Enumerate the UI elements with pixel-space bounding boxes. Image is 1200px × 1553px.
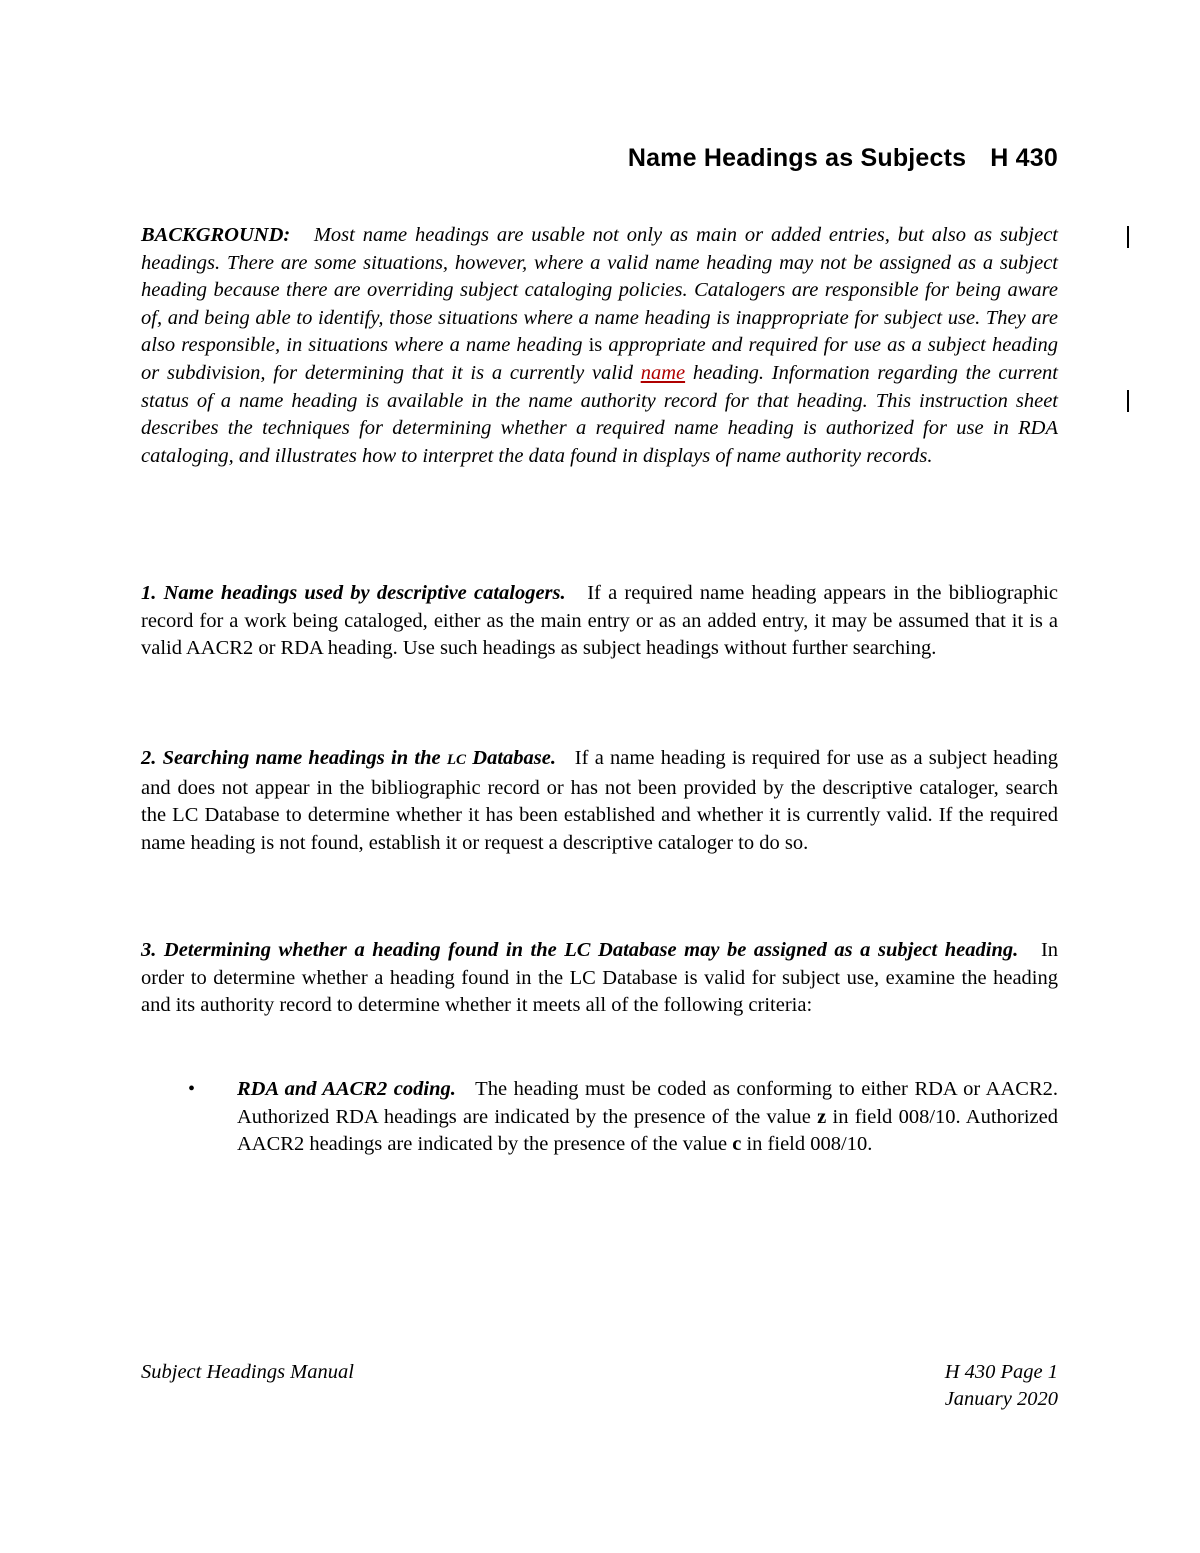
criteria-item-label: RDA and AACR2 coding. (237, 1078, 456, 1100)
section-3-body: In order to determine whether a heading found in the LC Database is valid for subject use, examine the heading and its authority record to determine whether it meets all of the following criteria: (141, 939, 1059, 1017)
bullet-icon: • (188, 1078, 196, 1100)
section-1-heading: 1. Name headings used by descriptive catalogers. (141, 582, 566, 604)
background-text-2: appropriate and required for use as a subject heading or subdivision, for determining that it is a currently valid (141, 334, 1059, 384)
criteria-item-text-2: in field 008/10. Authorized AACR2 headings are indicated by the presence of the value (237, 1105, 1059, 1156)
name-link[interactable]: name (640, 361, 686, 384)
criteria-item-value-c: c (732, 1133, 742, 1156)
footer-page-number: H 430 Page 1 (944, 1361, 1058, 1383)
footer-date: January 2020 (944, 1388, 1058, 1410)
section-1-body: If a required name heading appears in the bibliographic record for a work being cataloged, either as the main entry or as an added entry, it may be assumed that it is a valid AACR2 or RDA heading. Use such headings as subject headings without further searching. (141, 582, 1059, 660)
section-2-heading (141, 747, 556, 769)
footer-manual-title: Subject Headings Manual (141, 1361, 354, 1383)
instruction-sheet-code: H 430 (990, 144, 1058, 172)
criteria-item-text-3: in field 008/10. (741, 1133, 873, 1156)
criteria-item (237, 1076, 1058, 1159)
criteria-item-text-1: The heading must be coded as conforming to either RDA or AACR2. Authorized RDA headings are indicated by the presence of the value (237, 1078, 1058, 1128)
footer-page-info (945, 1359, 1058, 1413)
section-2-heading-lc: LC (446, 752, 467, 768)
section-3 (141, 937, 1058, 1020)
background-paragraph (141, 222, 1058, 470)
section-2 (141, 745, 1058, 857)
section-2-heading-post: Database. (466, 747, 556, 769)
section-2-heading-pre: 2. Searching name headings in the (141, 747, 447, 769)
page-title (628, 144, 1058, 173)
background-emphasis: is (588, 334, 603, 357)
section-2-body: If a name heading is required for use as a subject heading and does not appear in the bibliographic record or has not been provided by the descriptive cataloger, search the LC Database to determine whether it has been established and whether it is currently valid. If the required name heading is not found, establish it or request a descriptive cataloger to do so. (141, 747, 1059, 854)
section-3-heading: 3. Determining whether a heading found in the LC Database may be assigned as a subject heading. (141, 939, 1019, 961)
background-label: BACKGROUND: (141, 224, 291, 246)
page-title-text: Name Headings as Subjects (627, 144, 967, 172)
section-1 (141, 580, 1058, 663)
background-text-3: heading. Information regarding the current status of a name heading is available in the name authority record for that heading. This instruction sheet describes the techniques for determining whether a required name heading is authorized for use in RDA cataloging, and illustrates how to interpret the data found in displays of name authority records. (141, 361, 1059, 467)
change-bar (1127, 226, 1129, 248)
background-text-1: Most name headings are usable not only as main or added entries, but also as subject headings. There are some situations, however, where a valid name heading may not be assigned as a subject heading because there are overriding subject cataloging policies. Catalogers are responsible for being aware of, and being able to identify, those situations where a name heading is inappropriate for subject use. They are also responsible, in situations where a name heading (141, 224, 1058, 357)
change-bar (1127, 390, 1129, 412)
criteria-item-value-z: z (817, 1105, 827, 1128)
